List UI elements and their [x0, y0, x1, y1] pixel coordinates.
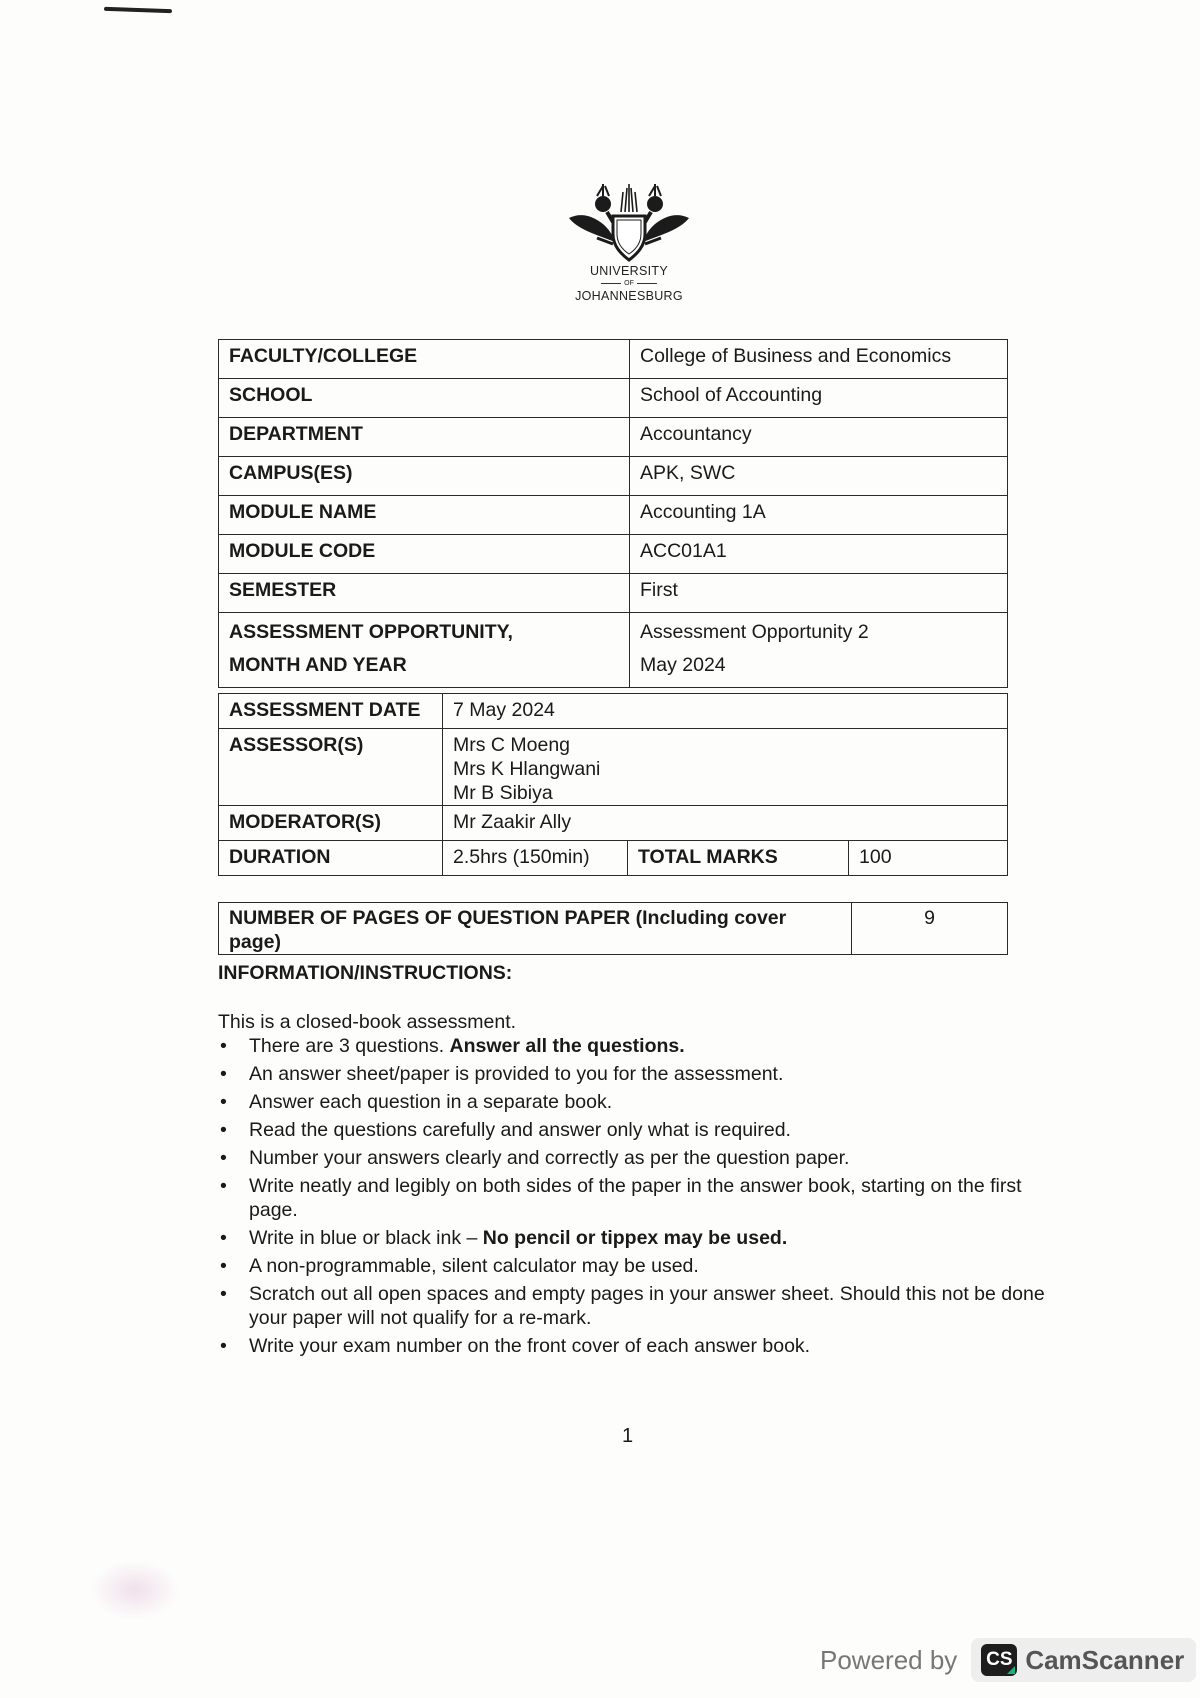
department-value: Accountancy — [630, 418, 1008, 457]
instructions-list — [218, 1034, 1048, 1362]
module-name-label: MODULE NAME — [219, 496, 630, 535]
table-row — [219, 574, 1008, 613]
logo-of-text: OF — [624, 280, 634, 287]
opportunity-label: ASSESSMENT OPPORTUNITY, MONTH AND YEAR — [219, 613, 630, 688]
page-count-label: NUMBER OF PAGES OF QUESTION PAPER (Including cover page) — [219, 903, 852, 955]
table-row — [219, 694, 1008, 729]
module-code-label: MODULE CODE — [219, 535, 630, 574]
list-item: • Number your answers clearly and correctly as per the question paper. — [220, 1147, 850, 1169]
date-value: 7 May 2024 — [443, 694, 1008, 729]
table-row — [219, 841, 1008, 876]
page-number: 1 — [622, 1425, 634, 1447]
moderators-value: Mr Zaakir Ally — [443, 806, 1008, 841]
university-logo — [560, 182, 698, 303]
campus-label: CAMPUS(ES) — [219, 457, 630, 496]
table-row — [219, 729, 1008, 806]
school-label: SCHOOL — [219, 379, 630, 418]
list-item: • Read the questions carefully and answer only what is required. — [220, 1119, 791, 1141]
table-row — [219, 340, 1008, 379]
camscanner-logo-icon: CS — [981, 1644, 1017, 1676]
module-code-value: ACC01A1 — [630, 535, 1008, 574]
list-item: • There are 3 questions. Answer all the questions. — [220, 1035, 685, 1057]
table-row — [219, 806, 1008, 841]
table-row — [219, 418, 1008, 457]
total-marks-label: TOTAL MARKS — [628, 841, 849, 876]
total-marks-value: 100 — [849, 841, 1008, 876]
semester-value: First — [630, 574, 1008, 613]
camscanner-watermark — [820, 1638, 1196, 1682]
duration-value: 2.5hrs (150min) — [443, 841, 628, 876]
table-row — [219, 496, 1008, 535]
table-row — [219, 457, 1008, 496]
module-info-table — [218, 339, 1008, 688]
page-count-table — [218, 902, 1008, 955]
powered-by-text: Powered by — [820, 1644, 958, 1675]
scan-mark — [104, 7, 172, 13]
logo-university-text: UNIVERSITY — [589, 264, 668, 278]
list-item: • Write your exam number on the front cover of each answer book. — [220, 1335, 811, 1357]
date-label: ASSESSMENT DATE — [219, 694, 443, 729]
assessors-value: Mrs C Moeng Mrs K Hlangwani Mr B Sibiya — [443, 729, 1008, 806]
list-item: • Answer each question in a separate book. — [220, 1091, 613, 1113]
logo-johannesburg-text: JOHANNESBURG — [575, 289, 683, 303]
list-item: • Write neatly and legibly on both sides of the paper in the answer book, starting on the first page. — [220, 1175, 1022, 1221]
duration-label: DURATION — [219, 841, 443, 876]
module-name-value: Accounting 1A — [630, 496, 1008, 535]
department-label: DEPARTMENT — [219, 418, 630, 457]
assessors-label: ASSESSOR(S) — [219, 729, 443, 806]
table-row — [219, 379, 1008, 418]
campus-value: APK, SWC — [630, 457, 1008, 496]
scan-smudge — [90, 1560, 180, 1620]
instructions-intro: This is a closed-book assessment. — [218, 1011, 517, 1033]
camscanner-brand: CamScanner — [1025, 1644, 1185, 1675]
school-value: School of Accounting — [630, 379, 1008, 418]
logo-emblem-icon — [567, 182, 691, 264]
list-item: • A non-programmable, silent calculator may be used. — [220, 1255, 699, 1277]
list-item: • An answer sheet/paper is provided to you for the assessment. — [220, 1063, 784, 1085]
faculty-value: College of Business and Economics — [630, 340, 1008, 379]
semester-label: SEMESTER — [219, 574, 630, 613]
table-row — [219, 535, 1008, 574]
opportunity-value: Assessment Opportunity 2 May 2024 — [630, 613, 1008, 688]
table-row — [219, 903, 1008, 955]
assessment-table — [218, 693, 1008, 876]
instructions-heading: INFORMATION/INSTRUCTIONS: — [218, 962, 513, 984]
camscanner-badge — [971, 1638, 1196, 1682]
list-item: • Scratch out all open spaces and empty pages in your answer sheet. Should this not be done your paper will not qualify for a re-mark. — [220, 1283, 1045, 1329]
faculty-label: FACULTY/COLLEGE — [219, 340, 630, 379]
moderators-label: MODERATOR(S) — [219, 806, 443, 841]
list-item: • Write in blue or black ink – No pencil or tippex may be used. — [220, 1227, 788, 1249]
page-count-value: 9 — [852, 903, 1008, 955]
table-row — [219, 613, 1008, 688]
